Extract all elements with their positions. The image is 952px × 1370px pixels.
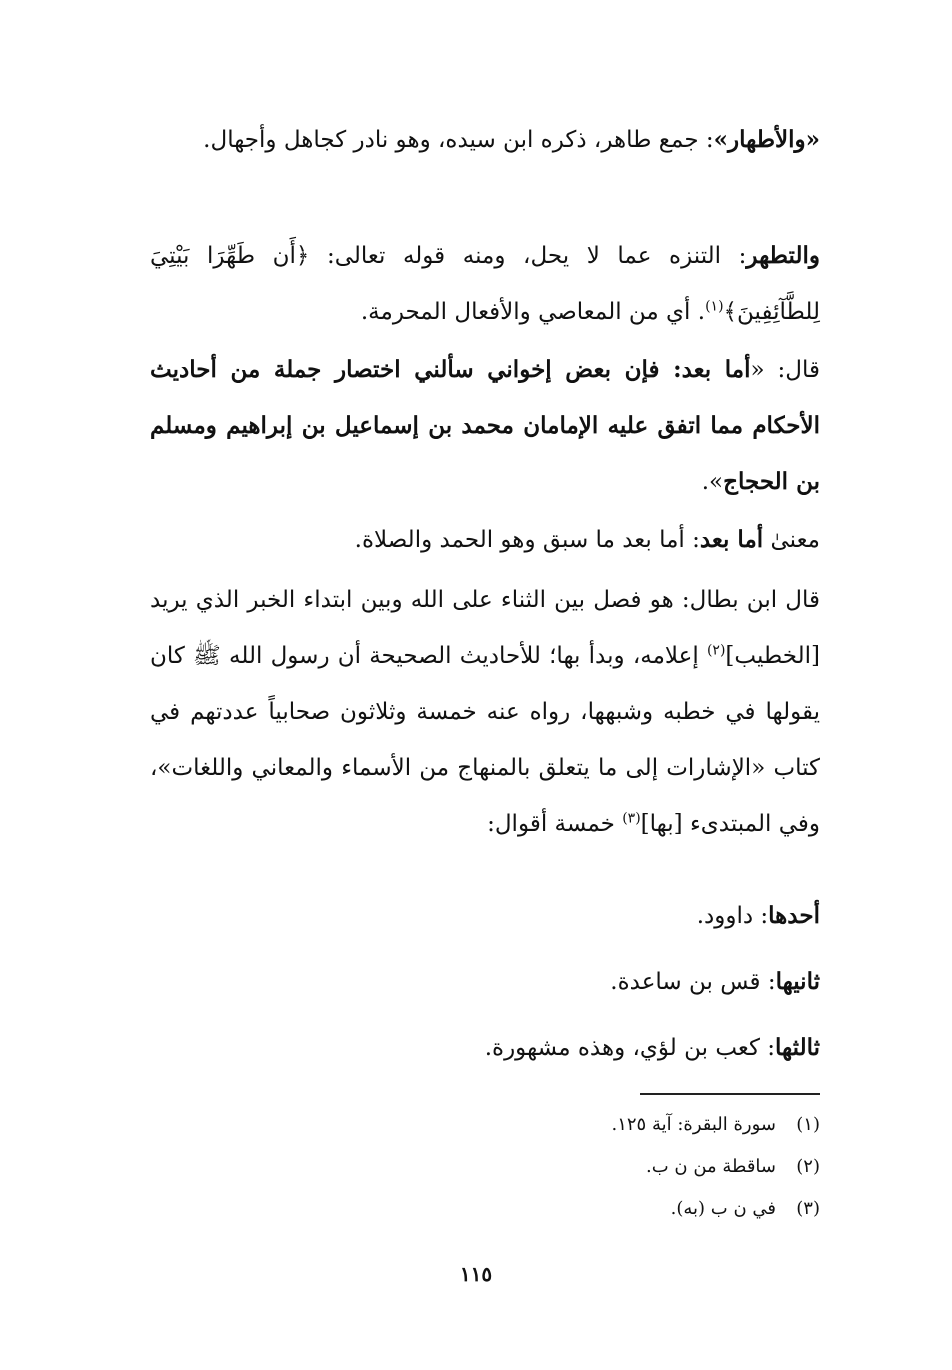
list-item-text: : قس بن ساعدة. [610,969,776,995]
footnote-separator [640,1093,820,1095]
paragraph-ibn-battal [150,572,820,852]
definition-al-tatahhur: : التنزه عما لا يحل، ومنه قوله تعالى: ﴿أَن طَهِّرَا بَيْتِيَ لِلطَّآئِفِينَ﴾ [150,243,820,325]
meaning-label: معنىٰ [763,527,820,553]
list-item [150,1020,820,1076]
footnote-number: (١) [796,1114,820,1135]
list-item-label: ثانيها [775,968,820,995]
footnote-2 [150,1146,820,1188]
footnote-text: في ن ب (به). [670,1198,776,1219]
footnotes [150,1104,820,1230]
footnote-text: سورة البقرة: آية ١٢٥. [611,1114,776,1135]
list-item [150,954,820,1010]
footnote-1 [150,1104,820,1146]
quote-end: ». [701,469,724,495]
term-amma-baad: أما بعد [699,526,764,553]
quote-intro: قال: « [750,357,820,383]
footnote-ref-3[interactable]: (٣) [622,810,641,827]
definition-al-tatahhur-end: . أي من المعاصي والأفعال المحرمة. [360,299,706,325]
paragraph-meaning [150,512,820,568]
list-item-text: : كعب بن لؤي، وهذه مشهورة. [484,1035,776,1061]
quoted-matn: أما بعد: فإن بعض إخواني سألني اختصار جملة من أحاديث الأحكام مما اتفق عليه الإمامان محمد بن إسماعيل بن إبراهيم ومسلم بن الحجاج [150,356,820,495]
paragraph-al-tatahhur [150,228,820,340]
ibn-battal-text-a: قال ابن بطال: هو فصل بين الثناء على الله وبين ابتداء الخبر الذي يريد [الخطيب] [150,587,820,669]
term-al-athhar: «والأطهار» [713,126,820,153]
ibn-battal-text-b: إعلامه، وبدأ بها؛ للأحاديث الصحيحة أن رسول الله ﷺ كان يقولها في خطبه وشبهها، رواه عنه خمسة وثلاثون صحابياً عددتهم في كتاب «الإشارات إلى ما يتعلق بالمنهاج من الأسماء والمعاني واللغات»، وفي المبتدىء [بها] [150,643,820,837]
page-number: ١١٥ [459,1262,493,1286]
term-al-tatahhur: والتطهر [746,242,820,269]
ibn-battal-text-c: خمسة أقوال: [487,811,623,837]
footnote-number: (٣) [796,1198,820,1219]
footnote-3 [150,1188,820,1230]
footnote-ref-1[interactable]: (١) [705,298,724,315]
meaning-text: : أما بعد ما سبق وهو الحمد والصلاة. [354,527,700,553]
paragraph-al-athhar [150,112,820,168]
list-item-label: أحدها [768,902,820,929]
footnote-ref-2[interactable]: (٢) [706,642,726,659]
list-item-label: ثالثها [775,1034,820,1061]
footnote-number: (٢) [796,1156,820,1177]
paragraph-qala [150,342,820,510]
list-item [150,888,820,944]
list-item-text: : داوود. [696,903,769,929]
definition-al-athhar: : جمع طاهر، ذكره ابن سيده، وهو نادر كجاهل وأجهال. [203,127,714,153]
footnote-text: ساقطة من ن ب. [646,1156,776,1177]
